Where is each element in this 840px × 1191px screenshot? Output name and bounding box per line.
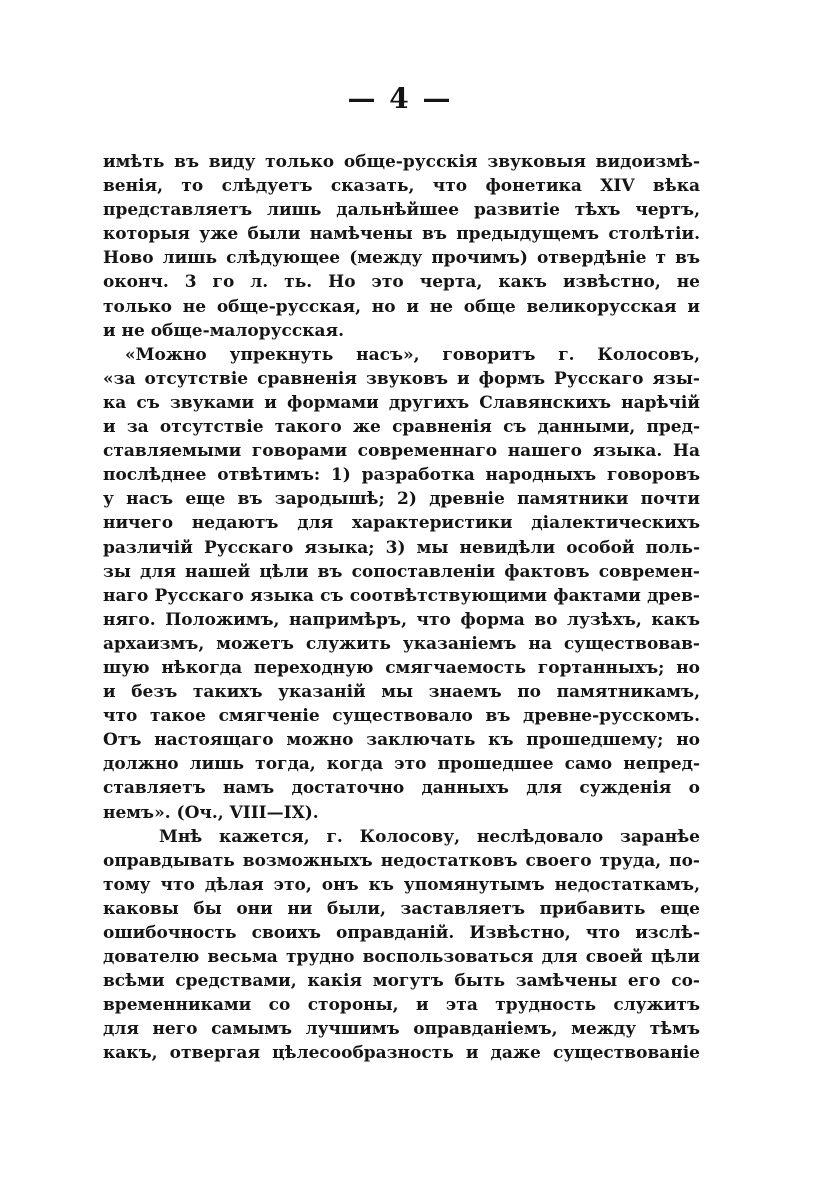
text-line: должно лишь тогда, когда это прошедшее само непред- — [103, 754, 700, 775]
text-line: архаизмъ, можетъ служить указаніемъ на существовав- — [103, 633, 700, 654]
text-line: и не обще-малорусская. — [103, 320, 344, 341]
text-line: для него самымъ лучшимъ оправданіемъ, между тѣмъ — [103, 1019, 700, 1040]
text-line: ка съ звуками и формами другихъ Славянскихъ нарѣчій — [103, 392, 700, 413]
page-number: — 4 — — [347, 82, 453, 115]
text-line: всѣми средствами, какія могутъ быть замѣчены его со- — [103, 971, 700, 992]
text-line: ставляемыми говорами современнаго нашего языка. На — [103, 441, 700, 462]
text-line: оправдывать возможныхъ недостатковъ своего труда, по- — [103, 850, 700, 871]
text-line: что такое смягченіе существовало въ древне-русскомъ. — [103, 706, 700, 727]
text-line: немъ». (Оч., VIII—IX). — [103, 802, 319, 823]
text-line: ничего недаютъ для характеристики діалектическихъ — [103, 513, 700, 534]
text-line: только не обще-русская, но и не обще великорусская и — [103, 296, 700, 317]
text-line: представляетъ лишь дальнѣйшее развитіе тѣхъ чертъ, — [103, 200, 700, 221]
body-text — [103, 150, 700, 1066]
text-line: няго. Положимъ, напримѣръ, что форма во лузѣхъ, какъ — [103, 609, 700, 630]
text-line: зы для нашей цѣли въ сопоставленіи фактовъ современ- — [103, 561, 700, 582]
text-line: ошибочность своихъ оправданій. Извѣстно, что изслѣ- — [103, 923, 700, 943]
text-line: и за отсутствіе такого же сравненія съ данными, пред- — [103, 417, 700, 438]
text-line: имѣть въ виду только обще-русскія звуковыя видоизмѣ- — [103, 152, 700, 172]
text-line: какъ, отвергая цѣлесообразность и даже существованіе — [103, 1043, 700, 1064]
text-line: «Можно упрекнуть насъ», говоритъ г. Колосовъ, — [125, 344, 700, 365]
text-line: Ново лишь слѣдующее (между прочимъ) отвердѣніе т въ — [103, 248, 700, 269]
text-line: различій Русскаго языка; 3) мы невидѣли особой поль- — [103, 537, 700, 558]
text-line: тому что дѣлая это, онъ къ упомянутымъ недостаткамъ, — [103, 874, 700, 895]
text-line: шую нѣкогда переходную смягчаемость гортанныхъ; но — [103, 657, 700, 678]
text-line: ставляетъ намъ достаточно данныхъ для сужденія о — [103, 778, 700, 799]
text-line: оконч. 3 го л. ть. Но это черта, какъ извѣстно, не — [103, 272, 700, 293]
text-line: наго Русскаго языка съ соотвѣтствующими фактами древ- — [103, 585, 700, 606]
text-line: послѣднее отвѣтимъ: 1) разработка народныхъ говоровъ — [103, 465, 700, 486]
text-line: «за отсутствіе сравненія звуковъ и формъ Русскаго язы- — [103, 368, 700, 389]
text-line: Мнѣ кажется, г. Колосову, неслѣдовало заранѣе — [159, 826, 700, 847]
text-line: каковы бы они ни были, заставляетъ прибавить еще — [103, 898, 700, 919]
text-line: и безъ такихъ указаній мы знаемъ по памятникамъ, — [103, 682, 700, 703]
text-line: которыя уже были намѣчены въ предыдущемъ столѣтіи. — [103, 224, 700, 245]
text-line: венія, то слѣдуетъ сказать, что фонетика XIV вѣка — [103, 176, 700, 197]
text-line: временниками со стороны, и эта трудность служитъ — [103, 995, 700, 1016]
text-line: у насъ еще въ зародышѣ; 2) древніе памятники почти — [103, 489, 700, 510]
text-line: Отъ настоящаго можно заключать къ прошедшему; но — [103, 730, 700, 751]
text-line: дователю весьма трудно воспользоваться для своей цѣли — [103, 947, 700, 968]
